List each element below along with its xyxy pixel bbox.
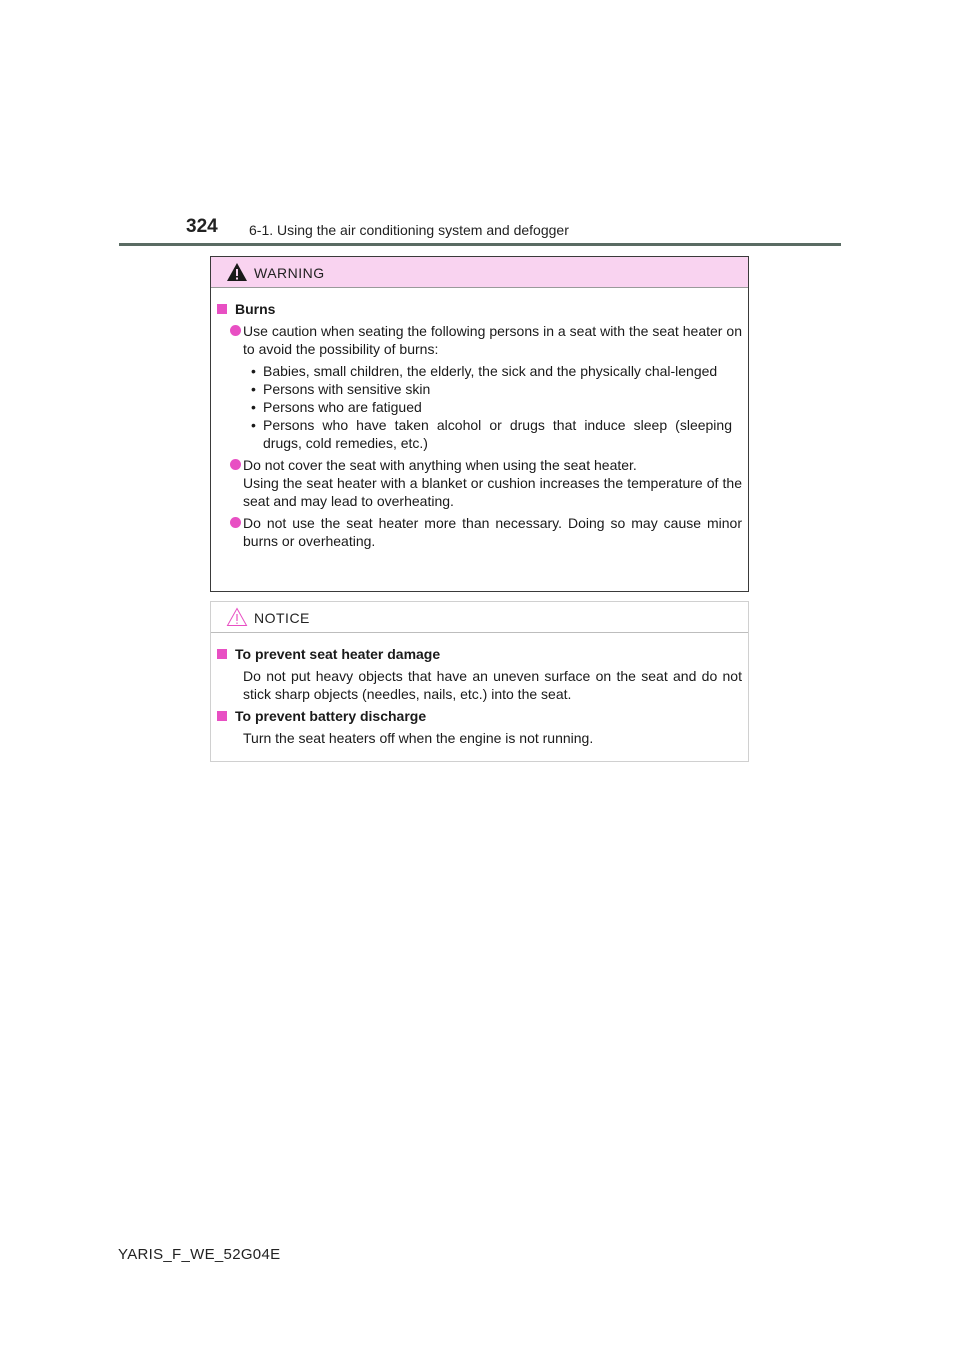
notice-text: Turn the seat heaters off when the engine is not running. [243,730,594,746]
round-bullet-icon [230,459,241,470]
bullet-mark: • [251,417,256,433]
bullet-mark: • [251,399,256,415]
warning-heading-text: Burns [235,301,276,317]
notice-label: NOTICE [254,610,310,626]
square-bullet-icon [217,304,227,314]
warning-bullet [217,322,742,358]
warning-triangle-icon [226,262,248,282]
list-item: • Babies, small children, the elderly, the sick and the physically chal-lenged [251,363,718,379]
warning-box [210,256,749,592]
notice-header [211,602,748,633]
round-bullet-icon [230,517,241,528]
warning-bullet-text: Use caution when seating the following persons in a seat with the seat heater on to avoid the possibility of burns: [243,323,742,357]
caution-triangle-icon [226,607,248,627]
notice-text: Do not put heavy objects that have an uneven surface on the seat and do not stick sharp objects (needles, nails, etc.) into the seat. [243,668,742,702]
warning-body [211,288,748,550]
list-item: • Persons who have taken alcohol or drugs that induce sleep (sleeping drugs, cold remedies, etc.) [251,417,732,451]
warning-bullet [217,514,742,550]
warning-subitem-list [217,362,742,452]
square-bullet-icon [217,711,227,721]
bullet-mark: • [251,363,256,379]
warning-label: WARNING [254,265,325,281]
warning-bullet-text: Do not cover the seat with anything when using the seat heater. [243,457,637,473]
document-code: YARIS_F_WE_52G04E [118,1246,281,1263]
notice-heading-text: To prevent battery discharge [235,708,427,724]
notice-heading-text: To prevent seat heater damage [235,646,441,662]
notice-heading [217,645,742,663]
warning-heading [217,300,742,318]
notice-heading [217,707,742,725]
warning-bullet-text: Do not use the seat heater more than necessary. Doing so may cause minor burns or overheating. [243,515,742,549]
header-divider [119,243,841,246]
notice-box [210,601,749,762]
warning-bullet [217,456,742,510]
warning-header [211,257,748,288]
notice-body [211,633,748,747]
list-item: • Persons who are fatigued [251,399,422,415]
bullet-mark: • [251,381,256,397]
page-number: 324 [186,216,218,237]
square-bullet-icon [217,649,227,659]
list-item: • Persons with sensitive skin [251,381,431,397]
section-title: 6-1. Using the air conditioning system and defogger [249,222,569,238]
round-bullet-icon [230,325,241,336]
warning-bullet-continuation: Using the seat heater with a blanket or cushion increases the temperature of the seat and may lead to overheating. [243,475,742,509]
